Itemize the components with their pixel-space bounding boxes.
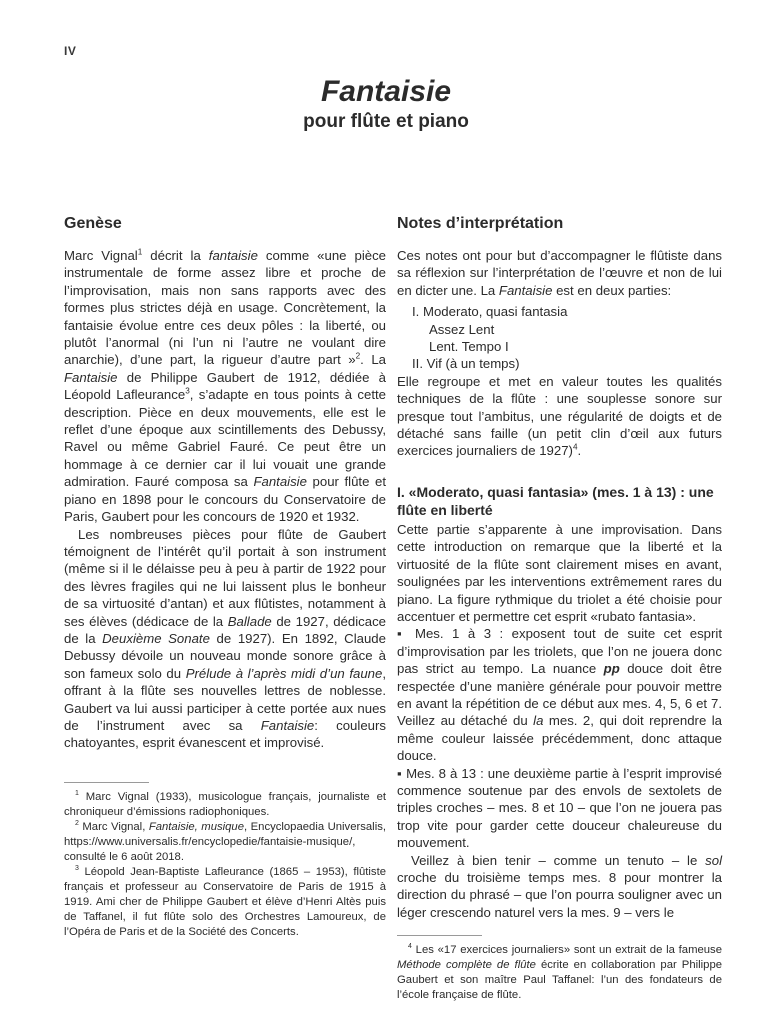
footnote-2: $^2$ Marc Vignal, Fantaisie, musique, Encyclopaedia Universalis, https://www.universalis.fr/encyclopedie/fantaisie-musique/, consulté le 6 août 2018.	[64, 820, 386, 863]
movement-item-3: Lent. Tempo I	[429, 339, 509, 355]
genese-paragraph-1: Marc Vignal$^1$ décrit la fantaisie comme «une pièce instrumentale de forme assez libre et proche de l’improvisation, mais non sans rapports avec des formes plus strictes déjà en usage. Concrètement, la fantaisie évolue entre ces deux pôles : la liberté, ou plutôt l’anormal (ni l’un ni l’autre ne voulant dire anarchie), d’une part, la rigueur d’autre part »$^2$. La Fantaisie de Philippe Gaubert de 1912, dédiée à Léopold Lafleurance$^3$, s’adapte en tous points à cette description. Pièce en deux mouvements, elle est le reflet d’une époque aux scintillements des Debussy, Ravel ou même Gabriel Fauré. Ce peut être un hommage à ce dernier car il lui vouait une grande admiration. Fauré composa sa Fantaisie pour flûte et piano en 1898 pour le concours du Conservatoire de Paris, Gaubert pour les concours de 1920 et 1932.	[64, 247, 387, 525]
movement-item-2: Assez Lent	[429, 321, 495, 337]
interpretation-heading: Notes d’interprétation	[397, 215, 564, 232]
footnote-3: $^3$ Léopold Jean-Baptiste Lafleurance (1865 – 1953), flûtiste français et professeur au Conservatoire de Paris de 1915 à 1919. Ami cher de Philippe Gaubert et élève d’Henri Altès puis de Taffanel, il fut flûte solo des Orchestres Lamoureux, de l’Opéra de Paris et de la Société des Concerts.	[64, 865, 386, 938]
footnote-separator	[397, 935, 482, 936]
title-block	[0, 76, 772, 133]
qualities-paragraph: Elle regroupe et met en valeur toutes les qualités techniques de la flûte : une souplesse sonore sur presque tout l’ambitus, une régularité de doigts et de détaché sans faille (un petit clin d’œil aux futurs exercices journaliers de 1927)$^4$.	[397, 373, 722, 459]
interpretation-intro: Ces notes ont pour but d’accompagner le flûtiste dans sa réflexion sur l’interprétation de l’œuvre et non de lui en dicter une. La Fantaisie est en deux parties:	[397, 248, 722, 298]
movement-list	[397, 303, 722, 373]
movement-item-4: II. Vif (à un temps)	[412, 356, 520, 372]
genese-paragraph-2: Les nombreuses pièces pour flûte de Gaubert témoignent de l’intérêt qu’il portait à son instrument (même si il le délaisse peu à peu à partir de 1922 pour des lèvres fragiles qui ne lui laissent plus le bonheur de sa virtuosité d’antan) et aux flûtistes, notamment à ses élèves (dédicace de la Ballade de 1927, dédicace de la Deuxième Sonate de 1927). En 1892, Claude Debussy dévoile un nouveau monde sonore grâce à son fameux solo du Prélude à l’après midi d’un faune, offrant à la flûte ses nouvelles lettres de noblesse. Gaubert va lui aussi participer à cette portée aux nues de l’instrument avec sa Fantaisie: couleurs chatoyantes, esprit évanescent et improvisé.	[64, 526, 387, 751]
moderato-bullet-mes-1-3: ▪ Mes. 1 à 3 : exposent tout de suite cet esprit d’improvisation par les triolets, que l’on ne jouera donc pas strict au tempo. La nuance pp douce doit être respectée d’une manière générale pour pouvoir mettre en avant la répétition de ce début aux mes. 4, 5, 6 et 7. Veillez au détaché du la mes. 2, qui doit reprendre la même couleur laissée précédemment, donc attaque douce.	[397, 626, 722, 764]
right-column	[397, 214, 722, 1003]
work-subtitle: pour flûte et piano	[303, 111, 469, 132]
work-title: Fantaisie	[320, 75, 452, 108]
footnote-4: $^4$ Les «17 exercices journaliers» sont un extrait de la fameuse Méthode complète de flûte écrite en collaboration par Philippe Gaubert et son maître Paul Taffanel: l’un des fondateurs de l’école française de flûte.	[397, 943, 723, 1002]
left-column	[64, 214, 386, 1004]
footnote-1: $^1$ Marc Vignal (1933), musicologue français, journaliste et chroniqueur d’émissions radiophoniques.	[64, 790, 386, 818]
footnote-separator	[64, 782, 149, 783]
moderato-paragraph-veillez: Veillez à bien tenir – comme un tenuto – le sol croche du troisième temps mes. 8 pour montrer la direction du phrasé – que l’on pourra souligner avec un léger crescendo naturel vers la mes. 9 – vers le	[397, 852, 722, 920]
left-footnotes	[64, 782, 386, 940]
right-footnotes	[397, 935, 722, 1003]
genese-heading: Genèse	[64, 215, 122, 232]
page-number: IV	[64, 44, 77, 58]
moderato-paragraph-1: Cette partie s’apparente à une improvisation. Dans cette introduction on remarque que la liberté et la virtuosité de la flûte sont clairement mises en avant, soulignées par les interventions extrêmement rares du piano. La figure rythmique du triolet a été choisie pour accentuer et permettre cet esprit «rubato fantasia».	[397, 521, 722, 624]
moderato-section-heading: I. «Moderato, quasi fantasia» (mes. 1 à 13) : une flûte en liberté	[397, 483, 714, 518]
movement-item-1: I. Moderato, quasi fantasia	[412, 304, 568, 320]
moderato-bullet-mes-8-13: ▪ Mes. 8 à 13 : une deuxième partie à l’esprit improvisé commence soutenue par des envols de sextolets de triples croches – mes. 8 et 10 – que l’on ne jouera pas trop vite pour garder cette douceur chaleureuse du mouvement.	[397, 765, 722, 851]
